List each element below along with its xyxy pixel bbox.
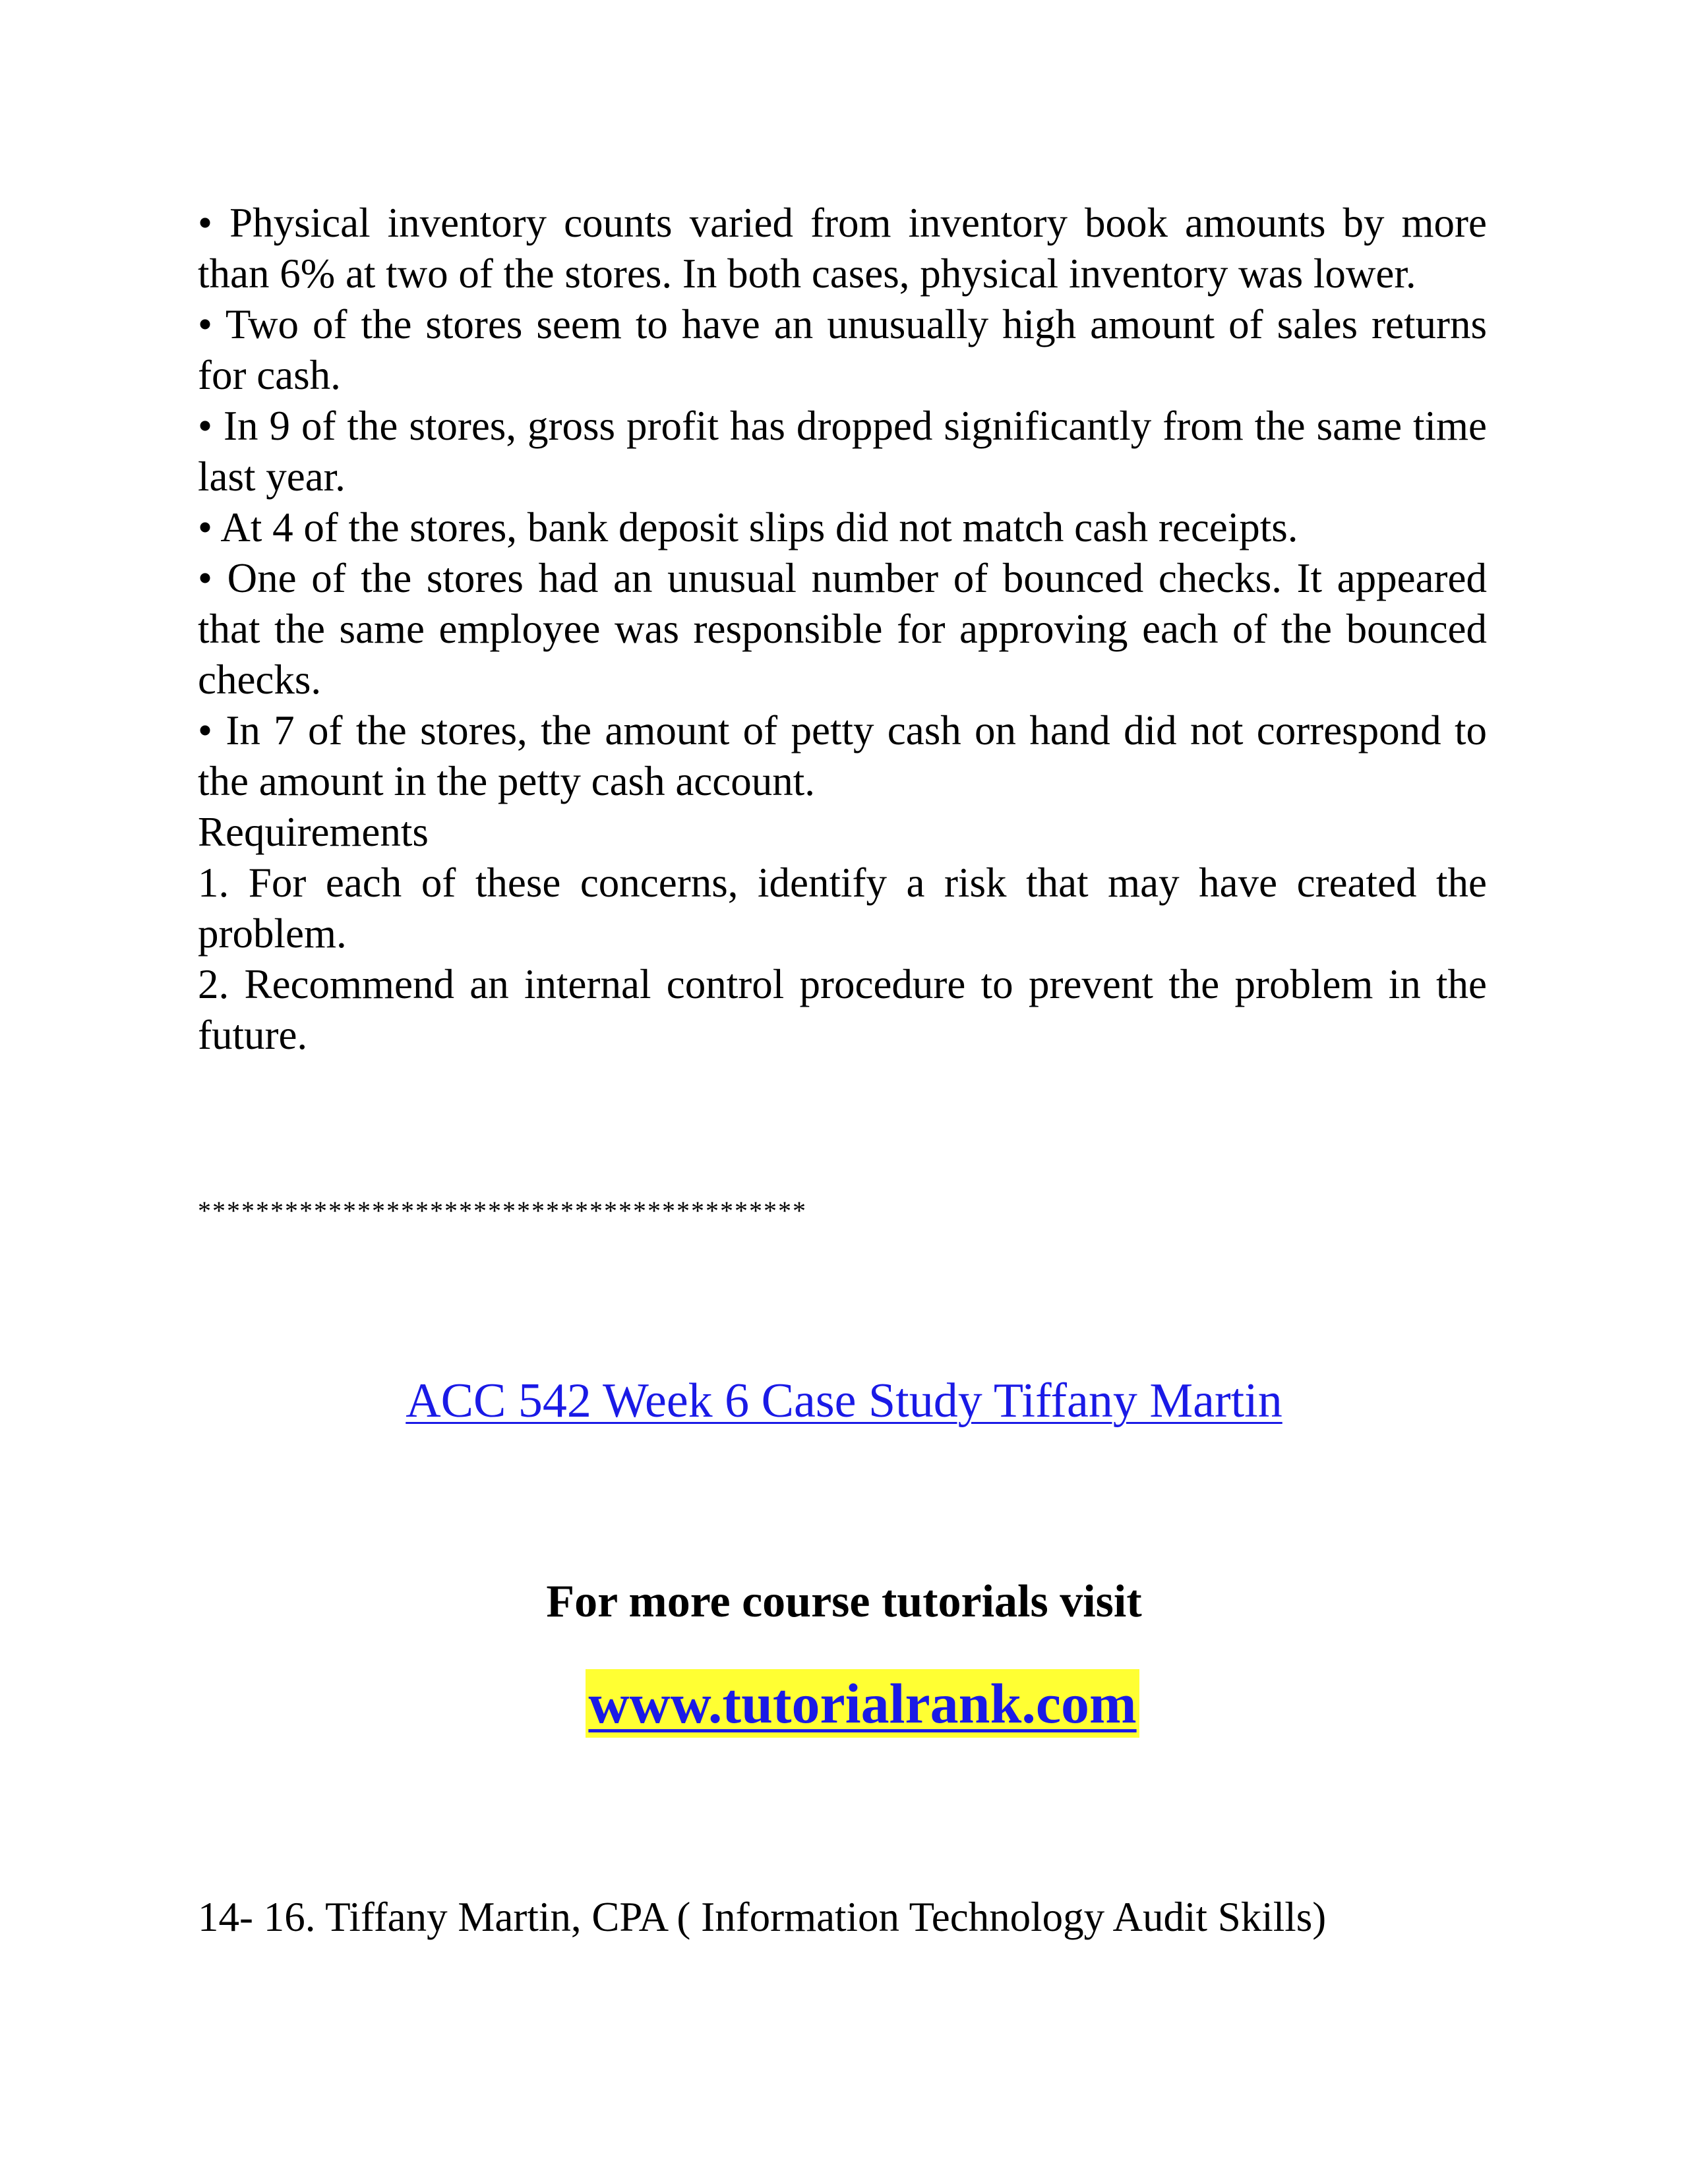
- concern-paragraph-3: • In 9 of the stores, gross profit has dropped significantly from the same time last year.: [198, 403, 1487, 500]
- concern-paragraph-2: • Two of the stores seem to have an unusually high amount of sales returns for cash.: [198, 301, 1487, 398]
- concern-paragraph-1: • Physical inventory counts varied from inventory book amounts by more than 6% at two of the stores. In both cases, physical inventory was lower.: [198, 200, 1487, 297]
- concern-paragraph-4: • At 4 of the stores, bank deposit slips did not match cash receipts.: [198, 504, 1298, 550]
- requirement-2: 2. Recommend an internal control procedure to prevent the problem in the future.: [198, 961, 1487, 1058]
- case-study-link-row: [0, 1371, 1688, 1431]
- site-link-row: [0, 1669, 1688, 1738]
- requirements-heading: Requirements: [198, 809, 429, 855]
- footer-title: 14- 16. Tiffany Martin, CPA ( Information Technology Audit Skills): [198, 1894, 1327, 1940]
- concern-paragraph-5: • One of the stores had an unusual number of bounced checks. It appeared that the same employee was responsible for approving each of the bounced checks.: [198, 555, 1487, 703]
- asterisk-separator: ******************************************: [198, 1196, 807, 1225]
- body-text: [198, 198, 1487, 1061]
- visit-heading: For more course tutorials visit: [546, 1576, 1142, 1627]
- concern-paragraph-6: • In 7 of the stores, the amount of petty cash on hand did not correspond to the amount in the petty cash account.: [198, 707, 1487, 804]
- case-study-link[interactable]: ACC 542 Week 6 Case Study Tiffany Martin: [406, 1374, 1282, 1428]
- requirement-1: 1. For each of these concerns, identify a risk that may have created the problem.: [198, 860, 1487, 957]
- site-link[interactable]: www.tutorialrank.com: [586, 1669, 1139, 1738]
